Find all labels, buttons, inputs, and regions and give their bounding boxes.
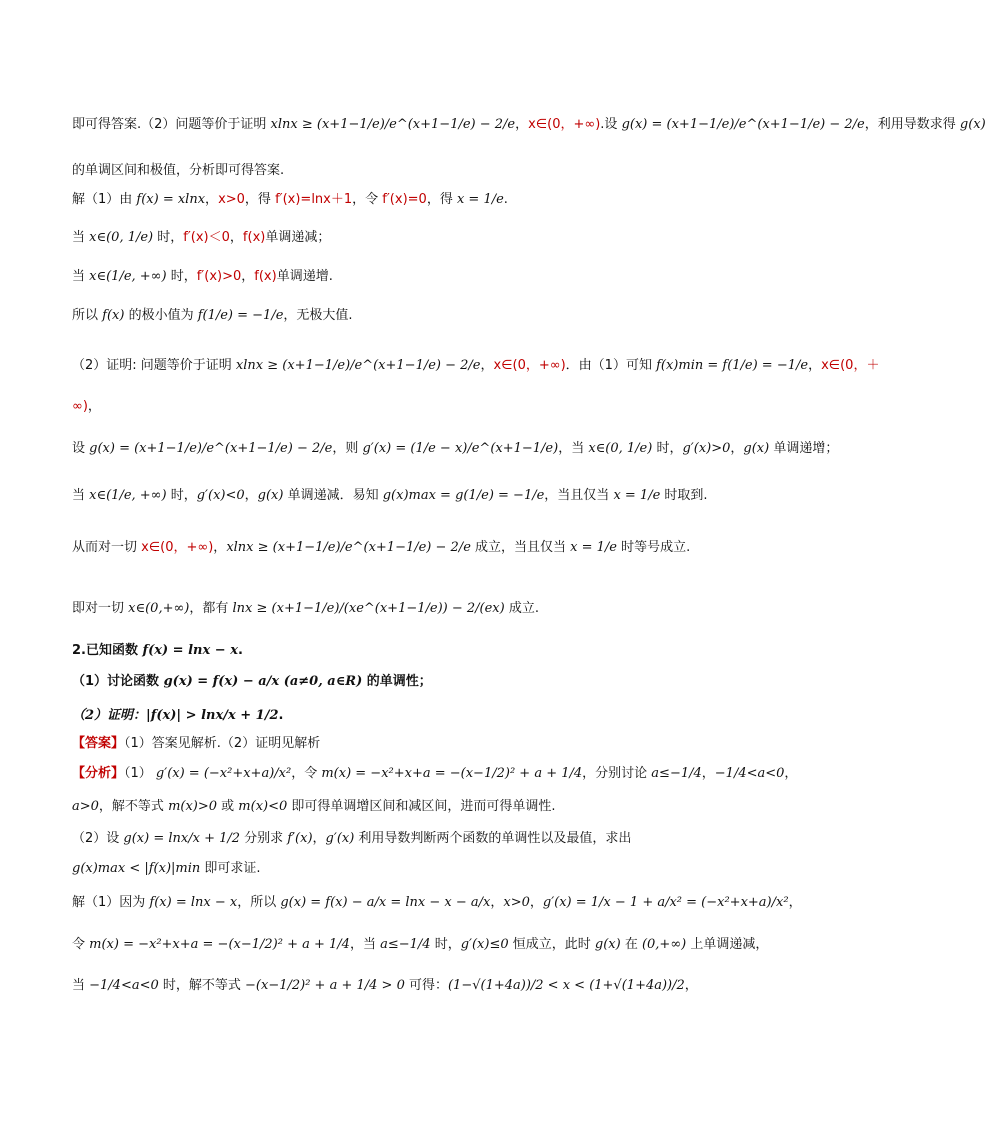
text-segment: 当 — [72, 978, 90, 993]
text-segment: 分别求 — [240, 831, 288, 846]
math-expression: xlnx ≥ (x+1−1/e)/e^(x+1−1/e) − 2/e — [226, 540, 471, 555]
math-expression: g(x)max < |f(x)|min — [72, 861, 201, 876]
math-expression: g(x) — [257, 488, 284, 503]
text-line — [72, 976, 732, 996]
text-segment: 可得： — [404, 978, 448, 993]
text-line — [72, 829, 732, 849]
text-segment: ， — [808, 358, 822, 373]
math-expression: g′(x)>0 — [682, 441, 731, 456]
math-expression: (0,+∞) — [641, 937, 687, 952]
text-segment: 时， — [652, 441, 683, 456]
math-expression: （2）证明：|f(x)| > lnx/x + 1/2 — [72, 708, 279, 723]
text-line — [72, 797, 732, 817]
math-expression: a≤−1/4 — [651, 766, 702, 781]
text-segment: 上单调递减， — [686, 937, 769, 952]
math-expression: g(x) — [959, 117, 986, 132]
text-segment: ，则 — [332, 441, 363, 456]
text-segment: 单调递增； — [769, 441, 839, 456]
text-segment: f(x) — [242, 230, 266, 245]
math-expression: −1/4<a<0 — [89, 978, 159, 993]
math-expression: x∈(1/e, +∞) — [89, 488, 167, 503]
text-segment: f′(x)>0 — [196, 269, 242, 284]
math-expression: g(x) = f(x) − a/x = lnx − x − a/x — [280, 895, 491, 910]
text-line — [72, 356, 880, 376]
text-segment: ， — [241, 269, 255, 284]
text-segment: 的单调区间和极值，分析即可得答案. — [72, 163, 285, 178]
text-line — [72, 115, 986, 135]
math-expression: g(x)max = g(1/e) = −1/e — [382, 488, 545, 503]
math-expression: x>0 — [503, 895, 530, 910]
math-expression: f(x) = lnx − x — [149, 895, 238, 910]
math-expression: xlnx ≥ (x+1−1/e)/e^(x+1−1/e) − 2/e — [270, 117, 516, 132]
text-segment: ，利用导数求得 — [864, 117, 960, 132]
text-segment: 时， — [166, 269, 197, 284]
text-segment: 利用导数判断两个函数的单调性以及最值，求出 — [354, 831, 632, 846]
text-segment: ， — [529, 895, 543, 910]
text-line — [72, 161, 732, 181]
math-expression: f(x) — [102, 308, 125, 323]
text-line — [72, 764, 798, 784]
text-segment: x∈(0，+∞) — [141, 540, 214, 555]
math-expression: x∈(0, 1/e) — [588, 441, 653, 456]
section-label: 【答案】 — [72, 736, 125, 751]
text-segment: ， — [730, 441, 744, 456]
math-expression: g(x) = (x+1−1/e)/e^(x+1−1/e) − 2/e — [89, 441, 333, 456]
text-segment: 2.已知函数 — [72, 643, 143, 658]
text-segment: ， — [213, 540, 227, 555]
text-segment: ， — [205, 192, 219, 207]
text-segment: ， — [87, 399, 101, 414]
text-segment: 令 — [72, 937, 90, 952]
text-segment: ，分别讨论 — [582, 766, 652, 781]
text-segment: ， — [684, 978, 698, 993]
text-segment: 时等号成立. — [617, 540, 691, 555]
text-segment: ，令 — [352, 192, 383, 207]
text-segment: 即可求证. — [200, 861, 261, 876]
math-expression: f(x)min = f(1/e) = −1/e — [656, 358, 809, 373]
text-line — [72, 267, 732, 287]
text-segment: 时， — [153, 230, 184, 245]
math-expression: f′(x) — [287, 831, 313, 846]
math-expression: −1/4<a<0 — [714, 766, 785, 781]
text-segment: 所以 — [72, 308, 103, 323]
text-segment: ．由（1）可知 — [565, 358, 657, 373]
math-expression: f(1/e) = −1/e — [197, 308, 284, 323]
math-expression: g(x) — [594, 937, 621, 952]
text-segment: . — [503, 192, 508, 207]
text-segment: ，解不等式 — [98, 799, 169, 814]
text-line — [72, 893, 802, 913]
text-segment: （2）设 — [72, 831, 124, 846]
math-expression: x∈(1/e, +∞) — [89, 269, 167, 284]
text-segment: ， — [515, 117, 529, 132]
math-expression: a≤−1/4 — [380, 937, 431, 952]
text-segment: ， — [701, 766, 715, 781]
text-segment: （1） — [124, 766, 156, 781]
math-expression: g′(x) = (−x²+x+a)/x² — [155, 766, 292, 781]
text-segment: f′(x)=0 — [382, 192, 427, 207]
text-segment: ，当 — [558, 441, 589, 456]
text-segment: （2）证明: 问题等价于证明 — [72, 358, 236, 373]
text-segment: 或 — [217, 799, 239, 814]
text-line — [72, 397, 732, 417]
text-line — [72, 734, 732, 754]
text-line — [72, 190, 732, 210]
text-segment: 单调递减； — [265, 230, 331, 245]
text-segment: 成立. — [504, 601, 539, 616]
math-expression: f(x) = xlnx — [136, 192, 206, 207]
text-segment: ，得 — [244, 192, 276, 207]
text-segment: x∈(0，+∞) — [493, 358, 566, 373]
math-expression: m(x)<0 — [238, 799, 288, 814]
math-expression: x∈(0,+∞) — [128, 601, 190, 616]
math-expression: m(x) = −x²+x+a = −(x−1/2)² + a + 1/4 — [89, 937, 350, 952]
text-segment: ，都有 — [189, 601, 233, 616]
math-expression: x = 1/e — [456, 192, 504, 207]
text-segment: ，无极大值. — [283, 308, 353, 323]
text-segment: . — [237, 643, 243, 658]
text-segment: .设 — [600, 117, 622, 132]
text-segment: ， — [244, 488, 258, 503]
text-line — [72, 706, 732, 726]
text-line — [72, 306, 732, 326]
text-segment: ， — [784, 766, 798, 781]
text-segment: 即可得答案.（2）问题等价于证明 — [72, 117, 271, 132]
math-expression: g(x) — [743, 441, 770, 456]
text-segment: f(x) — [254, 269, 277, 284]
text-segment: 即可得单调增区间和减区间，进而可得单调性. — [287, 799, 556, 814]
text-segment: ，所以 — [237, 895, 281, 910]
math-expression: xlnx ≥ (x+1−1/e)/e^(x+1−1/e) − 2/e — [235, 358, 481, 373]
math-expression: g′(x)≤0 — [460, 937, 509, 952]
text-line — [72, 439, 839, 459]
math-expression: g′(x) — [325, 831, 355, 846]
text-segment: ， — [490, 895, 504, 910]
text-line — [72, 935, 769, 955]
text-line — [72, 486, 732, 506]
math-expression: g′(x) = 1/x − 1 + a/x² = (−x²+x+a)/x² — [542, 895, 789, 910]
text-line — [72, 641, 732, 661]
math-expression: x = 1/e — [613, 488, 661, 503]
text-segment: 当 — [72, 269, 90, 284]
text-segment: 的单调性； — [362, 674, 432, 689]
text-segment: 单调递增. — [276, 269, 333, 284]
text-segment: ∞) — [72, 399, 88, 414]
text-line — [72, 228, 732, 248]
math-expression: m(x)>0 — [168, 799, 218, 814]
text-segment: 即对一切 — [72, 601, 129, 616]
text-segment: f′(x)＜0 — [183, 230, 230, 245]
text-segment: x∈(0，＋ — [821, 358, 880, 373]
text-segment: 当 — [72, 230, 90, 245]
text-segment: 时取到. — [660, 488, 708, 503]
text-segment: 的极小值为 — [124, 308, 198, 323]
math-expression: m(x) = −x²+x+a = −(x−1/2)² + a + 1/4 — [321, 766, 583, 781]
text-segment: ，当且仅当 — [544, 488, 614, 503]
text-segment: 成立，当且仅当 — [470, 540, 571, 555]
text-line — [72, 672, 732, 692]
text-segment: ， — [788, 895, 802, 910]
text-segment: 单调递减．易知 — [283, 488, 383, 503]
text-segment: ，当 — [349, 937, 381, 952]
text-segment: 当 — [72, 488, 90, 503]
text-segment: （1）讨论函数 — [72, 674, 164, 689]
math-expression: g′(x)<0 — [196, 488, 245, 503]
text-segment: ， — [312, 831, 326, 846]
text-segment: ， — [229, 230, 243, 245]
math-expression: (1−√(1+4a))/2 < x < (1+√(1+4a))/2 — [447, 978, 685, 993]
math-expression: −(x−1/2)² + a + 1/4 > 0 — [245, 978, 405, 993]
math-expression: g(x) = lnx/x + 1/2 — [123, 831, 241, 846]
text-line — [72, 859, 732, 879]
text-segment: f′(x)=lnx＋1 — [275, 192, 353, 207]
text-segment: x∈(0，+∞) — [528, 117, 601, 132]
text-segment: 时， — [166, 488, 197, 503]
text-segment: 时， — [430, 937, 461, 952]
text-segment: 时，解不等式 — [158, 978, 246, 993]
math-expression: x = 1/e — [570, 540, 617, 555]
math-expression: g(x) = f(x) − a/x (a≠0, a∈R) — [163, 674, 363, 689]
math-expression: x∈(0, 1/e) — [89, 230, 154, 245]
math-expression: lnx ≥ (x+1−1/e)/(xe^(x+1−1/e)) − 2/(ex) — [232, 601, 505, 616]
text-line — [72, 538, 732, 558]
math-expression: f(x) = lnx − x — [142, 643, 238, 658]
text-segment: x>0 — [218, 192, 245, 207]
text-segment: 恒成立，此时 — [508, 937, 595, 952]
math-expression: g′(x) = (1/e − x)/e^(x+1−1/e) — [362, 441, 559, 456]
math-expression: g(x) = (x+1−1/e)/e^(x+1−1/e) − 2/e — [621, 117, 865, 132]
text-segment: ，令 — [291, 766, 322, 781]
text-segment: 解（1）由 — [72, 192, 137, 207]
text-segment: ， — [480, 358, 494, 373]
section-label: 【分析】 — [72, 766, 125, 781]
text-segment: （1）答案见解析.（2）证明见解析 — [124, 736, 321, 751]
math-expression: a>0 — [72, 799, 99, 814]
text-segment: . — [278, 708, 284, 723]
text-segment: 解（1）因为 — [72, 895, 150, 910]
text-segment: 设 — [72, 441, 90, 456]
text-segment: 在 — [620, 937, 642, 952]
text-segment: ，得 — [426, 192, 457, 207]
text-line — [72, 599, 732, 619]
text-segment: 从而对一切 — [72, 540, 142, 555]
